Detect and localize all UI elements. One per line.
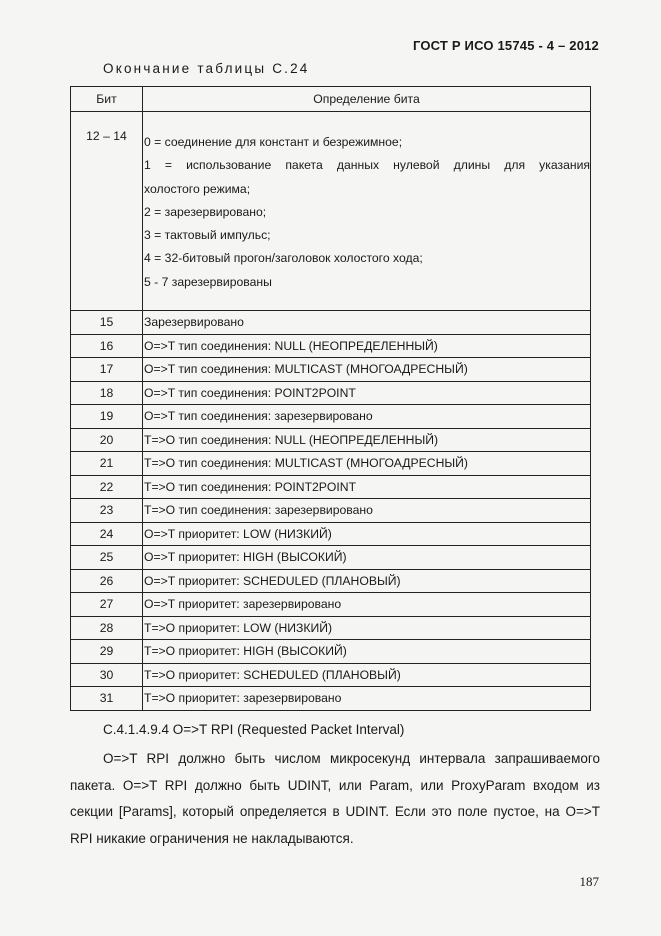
bit-definition: O=>T приоритет: LOW (НИЗКИЙ) [143, 522, 591, 546]
bit-definition [143, 112, 591, 311]
bit-definition: T=>O тип соединения: MULTICAST (МНОГОАДРЕСНЫЙ) [143, 452, 591, 476]
bit-number: 31 [71, 687, 143, 711]
bit-number: 24 [71, 522, 143, 546]
bit-number: 27 [71, 593, 143, 617]
column-header-definition: Определение бита [143, 87, 591, 112]
bit-definition: T=>O приоритет: зарезервировано [143, 687, 591, 711]
bit-number: 17 [71, 358, 143, 382]
bit-definition: O=>T тип соединения: POINT2POINT [143, 381, 591, 405]
table-row [71, 358, 591, 382]
definition-line: холостого режима; [144, 181, 251, 196]
table-caption: Окончание таблицы С.24 [103, 61, 310, 76]
table-header-row [71, 87, 591, 112]
table-row [71, 593, 591, 617]
table-row [71, 616, 591, 640]
table-row [71, 334, 591, 358]
table-row [71, 522, 591, 546]
table-row [71, 640, 591, 664]
bit-definition: T=>O приоритет: HIGH (ВЫСОКИЙ) [143, 640, 591, 664]
definition-line: 0 = соединение для констант и безрежимное; [144, 135, 403, 149]
bit-number: 30 [71, 663, 143, 687]
bit-number: 15 [71, 311, 143, 335]
bit-number: 21 [71, 452, 143, 476]
table-row [71, 452, 591, 476]
bit-definition: O=>T тип соединения: MULTICAST (МНОГОАДРЕСНЫЙ) [143, 358, 591, 382]
bit-number: 16 [71, 334, 143, 358]
bit-definition-table [70, 86, 591, 711]
bit-definition: T=>O приоритет: SCHEDULED (ПЛАНОВЫЙ) [143, 663, 591, 687]
bit-number: 20 [71, 428, 143, 452]
bit-definition: T=>O тип соединения: NULL (НЕОПРЕДЕЛЕННЫЙ) [143, 428, 591, 452]
definition-line: 1 = использование пакета данных нулевой длины для указания [144, 158, 590, 173]
bit-definition: O=>T приоритет: HIGH (ВЫСОКИЙ) [143, 546, 591, 570]
bit-definition: O=>T приоритет: зарезервировано [143, 593, 591, 617]
table-row [71, 311, 591, 335]
table-row [71, 663, 591, 687]
bit-number: 28 [71, 616, 143, 640]
table-row [71, 475, 591, 499]
bit-number: 22 [71, 475, 143, 499]
bit-number: 12 – 14 [71, 112, 143, 311]
definition-line: 4 = 32-битовый прогон/заголовок холостого хода; [144, 251, 423, 266]
document-header: ГОСТ Р ИСО 15745 - 4 – 2012 [412, 38, 599, 53]
body-paragraph: O=>T RPI должно быть числом микросекунд интервала запрашиваемого пакета. O=>T RPI должно быть UDINT, или Param, или ProxyParam входом из секции [Params], который определяется в UDINT. Если это поле пустое, на O=>T RPI никакие ограничения не накладываются. [70, 751, 600, 846]
bit-number: 18 [71, 381, 143, 405]
definition-line: 5 - 7 зарезервированы [144, 274, 272, 289]
table-row [71, 428, 591, 452]
bit-number: 19 [71, 405, 143, 429]
bit-definition: O=>T тип соединения: NULL (НЕОПРЕДЕЛЕННЫЙ) [143, 334, 591, 358]
bit-definition: T=>O тип соединения: POINT2POINT [143, 475, 591, 499]
bit-definition: T=>O тип соединения: зарезервировано [143, 499, 591, 523]
table-row [71, 112, 591, 311]
definition-line: 2 = зарезервировано; [144, 204, 267, 219]
bit-number: 26 [71, 569, 143, 593]
bit-number: 23 [71, 499, 143, 523]
bit-definition: O=>T тип соединения: зарезервировано [143, 405, 591, 429]
bit-definition: Зарезервировано [143, 311, 591, 335]
bit-number: 25 [71, 546, 143, 570]
bit-number: 29 [71, 640, 143, 664]
section-heading: С.4.1.4.9.4 O=>T RPI (Requested Packet Interval) [103, 722, 405, 737]
column-header-bit: Бит [71, 87, 143, 112]
table-row [71, 381, 591, 405]
page-number: 187 [579, 874, 599, 889]
table-row [71, 569, 591, 593]
table-row [71, 499, 591, 523]
bit-definition: T=>O приоритет: LOW (НИЗКИЙ) [143, 616, 591, 640]
bit-definition: O=>T приоритет: SCHEDULED (ПЛАНОВЫЙ) [143, 569, 591, 593]
table-row [71, 405, 591, 429]
table-row [71, 546, 591, 570]
table-row [71, 687, 591, 711]
definition-line: 3 = тактовый импульс; [144, 228, 271, 243]
